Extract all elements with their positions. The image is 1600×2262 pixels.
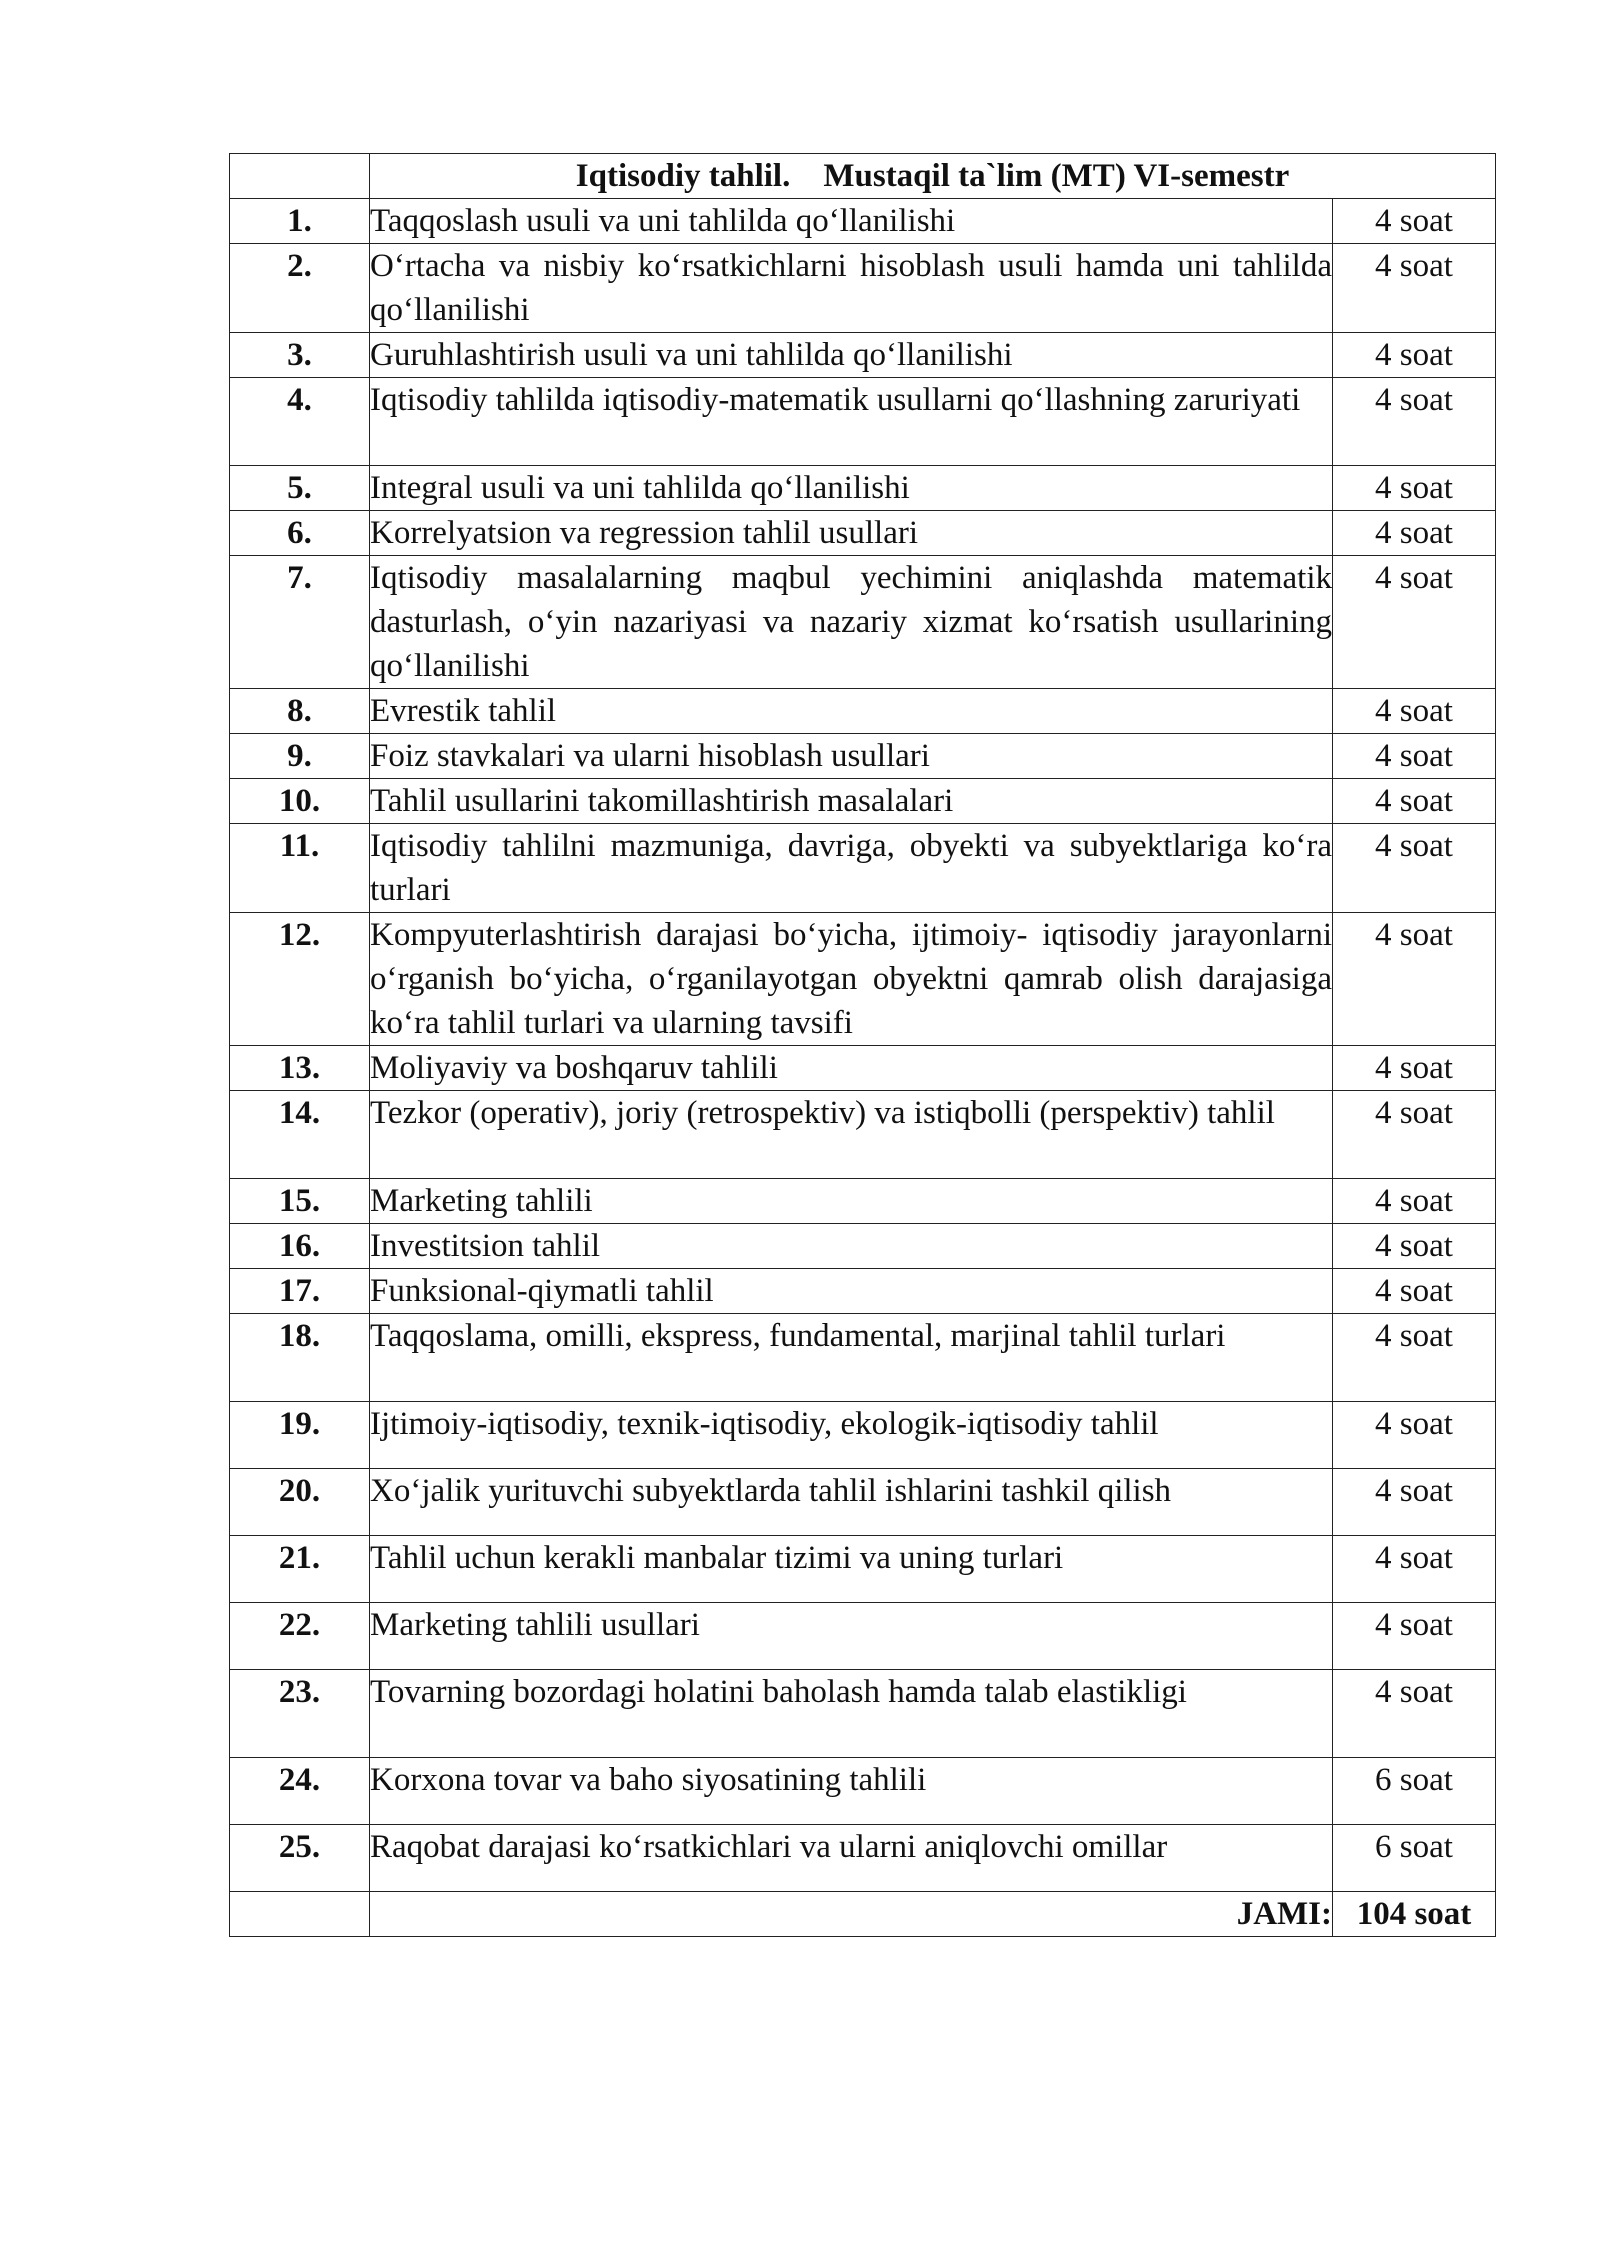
row-topic: Investitsion tahlil: [370, 1224, 1333, 1269]
table-row: [230, 1224, 1496, 1269]
row-hours: 4 soat: [1333, 689, 1496, 734]
row-topic: Moliyaviy va boshqaruv tahlili: [370, 1046, 1333, 1091]
row-number: 4.: [230, 378, 370, 466]
table-row: [230, 378, 1496, 466]
table-row: [230, 824, 1496, 913]
row-number: 9.: [230, 734, 370, 779]
row-hours: 4 soat: [1333, 779, 1496, 824]
row-hours: 4 soat: [1333, 1469, 1496, 1536]
row-number: 2.: [230, 244, 370, 333]
row-hours: 4 soat: [1333, 734, 1496, 779]
row-hours: 4 soat: [1333, 556, 1496, 689]
table-title: Iqtisodiy tahlil. Mustaqil ta`lim (MT) VI-semestr: [370, 154, 1496, 199]
title-empty-cell: [230, 154, 370, 199]
row-number: 8.: [230, 689, 370, 734]
row-topic: Raqobat darajasi ko‘rsatkichlari va ularni aniqlovchi omillar: [370, 1825, 1333, 1892]
row-topic: Integral usuli va uni tahlilda qo‘llanilishi: [370, 466, 1333, 511]
row-topic: Evrestik tahlil: [370, 689, 1333, 734]
row-topic: Tahlil usullarini takomillashtirish masalalari: [370, 779, 1333, 824]
row-number: 6.: [230, 511, 370, 556]
row-topic: Kompyuterlashtirish darajasi bo‘yicha, ijtimoiy- iqtisodiy jarayonlarni o‘rganish bo‘yicha, o‘rganilayotgan obyektni qamrab olish darajasiga ko‘ra tahlil turlari va ularning tavsifi: [370, 913, 1333, 1046]
row-number: 21.: [230, 1536, 370, 1603]
row-number: 19.: [230, 1402, 370, 1469]
row-topic: Taqqoslama, omilli, ekspress, fundamental, marjinal tahlil turlari: [370, 1314, 1333, 1402]
total-label: JAMI:: [370, 1892, 1333, 1937]
row-number: 7.: [230, 556, 370, 689]
row-topic: Iqtisodiy masalalarning maqbul yechimini aniqlashda matematik dasturlash, o‘yin nazariyasi va nazariy xizmat ko‘rsatish usullarining qo‘llanilishi: [370, 556, 1333, 689]
row-topic: Marketing tahlili: [370, 1179, 1333, 1224]
row-hours: 4 soat: [1333, 466, 1496, 511]
row-topic: Korxona tovar va baho siyosatining tahlili: [370, 1758, 1333, 1825]
row-hours: 4 soat: [1333, 824, 1496, 913]
row-number: 3.: [230, 333, 370, 378]
table-row: [230, 913, 1496, 1046]
row-number: 18.: [230, 1314, 370, 1402]
row-hours: 4 soat: [1333, 511, 1496, 556]
row-hours: 4 soat: [1333, 244, 1496, 333]
table-row: [230, 199, 1496, 244]
row-number: 16.: [230, 1224, 370, 1269]
table-row: [230, 1402, 1496, 1469]
row-hours: 4 soat: [1333, 1269, 1496, 1314]
row-number: 1.: [230, 199, 370, 244]
row-topic: Xo‘jalik yurituvchi subyektlarda tahlil ishlarini tashkil qilish: [370, 1469, 1333, 1536]
table-row: [230, 689, 1496, 734]
row-hours: 6 soat: [1333, 1758, 1496, 1825]
row-topic: Taqqoslash usuli va uni tahlilda qo‘llanilishi: [370, 199, 1333, 244]
row-hours: 4 soat: [1333, 1046, 1496, 1091]
table-title-row: [230, 154, 1496, 199]
row-hours: 4 soat: [1333, 1314, 1496, 1402]
table-row: [230, 466, 1496, 511]
table-row: [230, 734, 1496, 779]
table-row: [230, 333, 1496, 378]
total-row: [230, 1892, 1496, 1937]
row-hours: 4 soat: [1333, 199, 1496, 244]
table-row: [230, 1758, 1496, 1825]
row-topic: Tovarning bozordagi holatini baholash hamda talab elastikligi: [370, 1670, 1333, 1758]
row-topic: Funksional-qiymatli tahlil: [370, 1269, 1333, 1314]
row-number: 5.: [230, 466, 370, 511]
row-number: 17.: [230, 1269, 370, 1314]
row-hours: 4 soat: [1333, 1603, 1496, 1670]
row-number: 15.: [230, 1179, 370, 1224]
course-plan-table: [229, 153, 1496, 1937]
row-number: 12.: [230, 913, 370, 1046]
table-row: [230, 556, 1496, 689]
table-row: [230, 1536, 1496, 1603]
row-hours: 4 soat: [1333, 333, 1496, 378]
table-row: [230, 1314, 1496, 1402]
row-number: 20.: [230, 1469, 370, 1536]
row-hours: 6 soat: [1333, 1825, 1496, 1892]
row-topic: Tahlil uchun kerakli manbalar tizimi va uning turlari: [370, 1536, 1333, 1603]
row-number: 22.: [230, 1603, 370, 1670]
table-row: [230, 511, 1496, 556]
row-topic: Iqtisodiy tahlilda iqtisodiy-matematik usullarni qo‘llashning zaruriyati: [370, 378, 1333, 466]
row-number: 10.: [230, 779, 370, 824]
row-hours: 4 soat: [1333, 1670, 1496, 1758]
row-hours: 4 soat: [1333, 1091, 1496, 1179]
row-topic: O‘rtacha va nisbiy ko‘rsatkichlarni hisoblash usuli hamda uni tahlilda qo‘llanilishi: [370, 244, 1333, 333]
row-hours: 4 soat: [1333, 378, 1496, 466]
row-topic: Tezkor (operativ), joriy (retrospektiv) va istiqbolli (perspektiv) tahlil: [370, 1091, 1333, 1179]
total-empty-cell: [230, 1892, 370, 1937]
row-hours: 4 soat: [1333, 1224, 1496, 1269]
row-topic: Iqtisodiy tahlilni mazmuniga, davriga, obyekti va subyektlariga ko‘ra turlari: [370, 824, 1333, 913]
table-row: [230, 1603, 1496, 1670]
table-row: [230, 1179, 1496, 1224]
table-row: [230, 1046, 1496, 1091]
table-row: [230, 1825, 1496, 1892]
row-number: 14.: [230, 1091, 370, 1179]
row-number: 13.: [230, 1046, 370, 1091]
row-hours: 4 soat: [1333, 1402, 1496, 1469]
table-row: [230, 244, 1496, 333]
row-topic: Marketing tahlili usullari: [370, 1603, 1333, 1670]
row-number: 23.: [230, 1670, 370, 1758]
row-topic: Ijtimoiy-iqtisodiy, texnik-iqtisodiy, ekologik-iqtisodiy tahlil: [370, 1402, 1333, 1469]
row-hours: 4 soat: [1333, 1179, 1496, 1224]
row-topic: Foiz stavkalari va ularni hisoblash usullari: [370, 734, 1333, 779]
table-row: [230, 779, 1496, 824]
row-number: 11.: [230, 824, 370, 913]
table-row: [230, 1469, 1496, 1536]
table-row: [230, 1269, 1496, 1314]
row-topic: Guruhlashtirish usuli va uni tahlilda qo‘llanilishi: [370, 333, 1333, 378]
row-topic: Korrelyatsion va regression tahlil usullari: [370, 511, 1333, 556]
row-hours: 4 soat: [1333, 913, 1496, 1046]
table-row: [230, 1670, 1496, 1758]
row-number: 24.: [230, 1758, 370, 1825]
row-hours: 4 soat: [1333, 1536, 1496, 1603]
table-row: [230, 1091, 1496, 1179]
row-number: 25.: [230, 1825, 370, 1892]
total-value: 104 soat: [1333, 1892, 1496, 1937]
